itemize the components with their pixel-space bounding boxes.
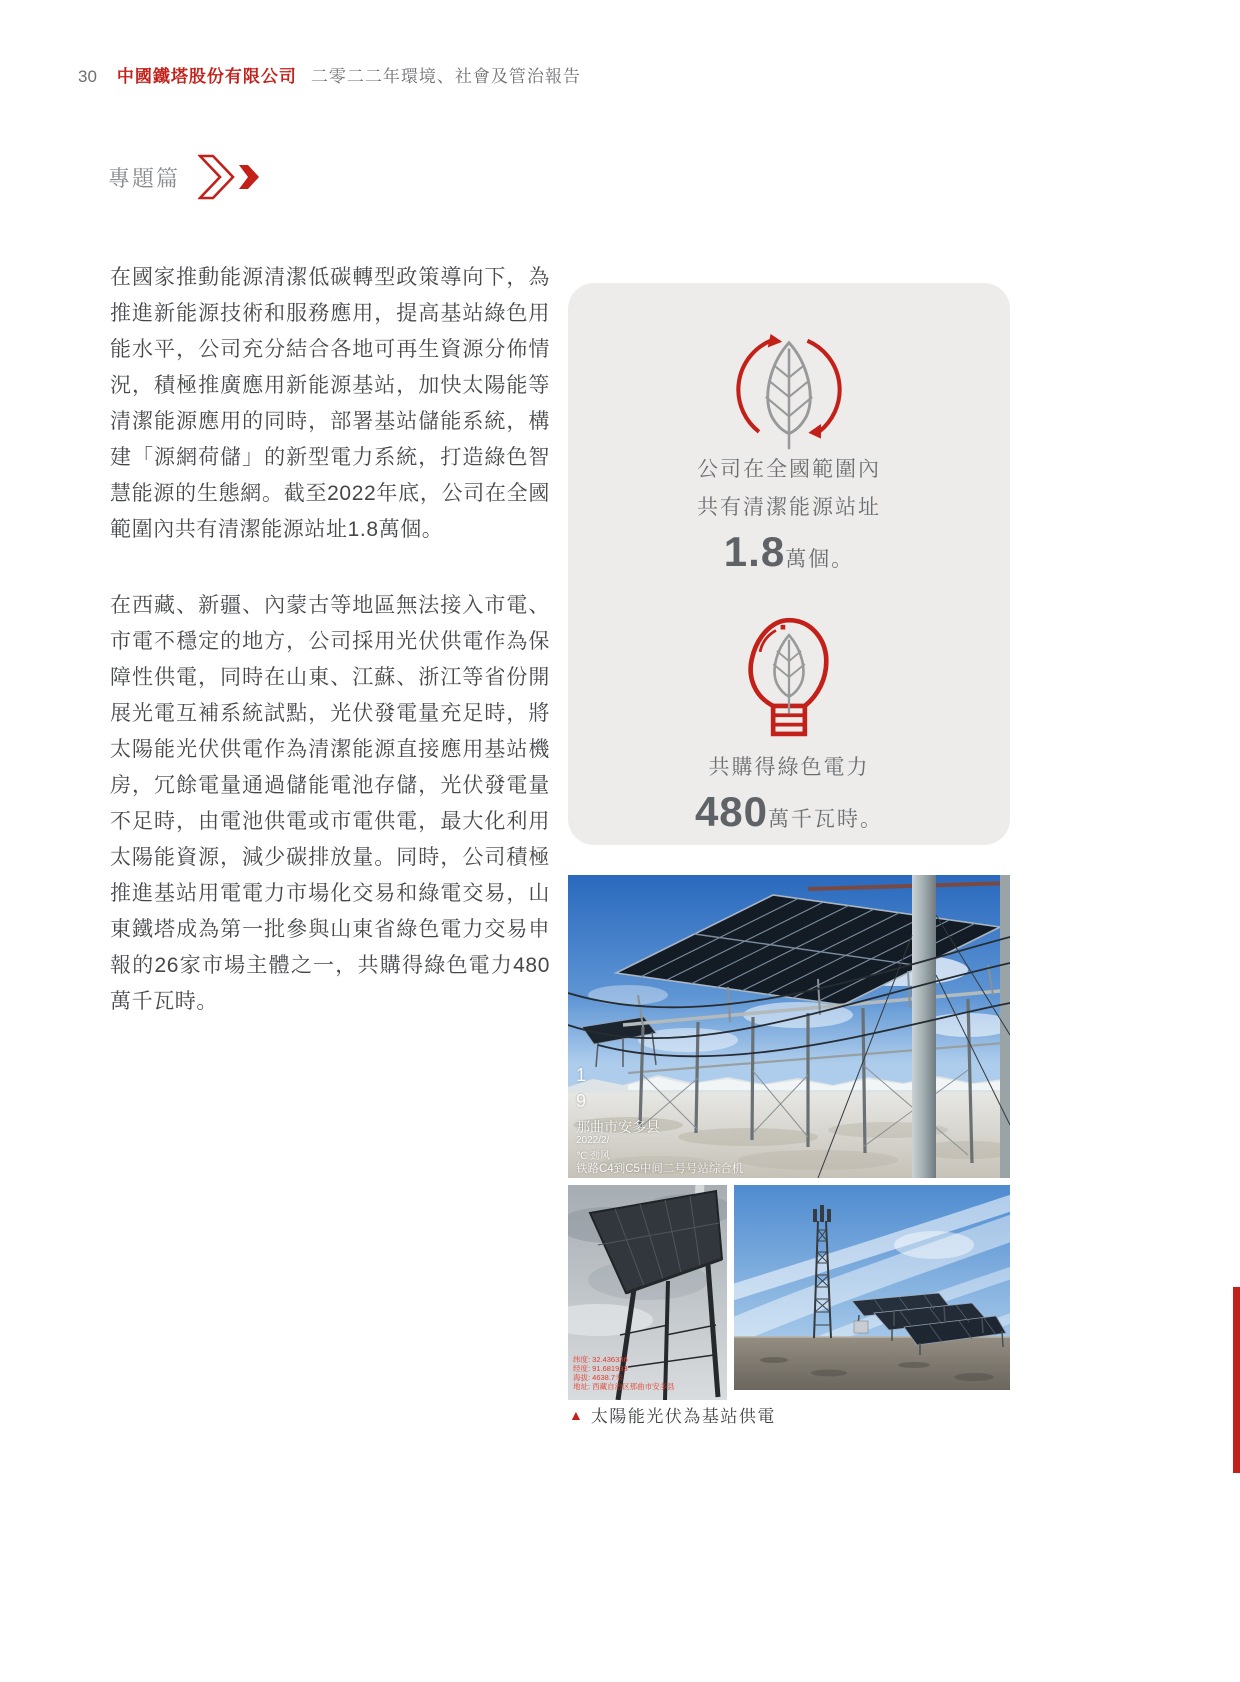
gps-watermark-line: 地址: 西藏自治区那曲市安多县 bbox=[573, 1381, 675, 1391]
stat1-line2: 共有清潔能源站址 bbox=[697, 496, 881, 520]
gps-watermark-line: 纬度: 32.436336 bbox=[573, 1354, 628, 1364]
main-photo-watermark-line: 那曲市安多县 bbox=[576, 1119, 660, 1135]
stat1-value-row bbox=[724, 527, 854, 585]
main-photo-watermark-line: 2022/2/ bbox=[576, 1135, 610, 1146]
section-tag bbox=[108, 154, 264, 200]
page-edge-accent-bar bbox=[1233, 1287, 1240, 1473]
stats-card bbox=[568, 283, 1010, 845]
leaf-bulb-icon bbox=[726, 609, 852, 749]
page-header bbox=[78, 62, 581, 87]
small-photo-tower-and-array bbox=[734, 1185, 1010, 1390]
main-photo-watermark-line: 9 bbox=[576, 1091, 587, 1111]
small-right-photo-image bbox=[734, 1185, 1010, 1390]
main-photo-watermark-line: 1 bbox=[576, 1065, 587, 1085]
caption-triangle-icon: ▲ bbox=[569, 1406, 583, 1423]
body-text-column bbox=[110, 260, 550, 1060]
photo-caption bbox=[569, 1402, 776, 1427]
stat1-unit: 萬個。 bbox=[785, 548, 855, 572]
gps-watermark-line: 经度: 91.681933 bbox=[573, 1363, 628, 1373]
stat2-value: 480 bbox=[694, 788, 769, 835]
stat2-line1: 共購得綠色電力 bbox=[708, 756, 870, 779]
gps-watermark-line: 海拔: 4638.7米 bbox=[573, 1372, 623, 1382]
body-paragraph-1: 在國家推動能源清潔低碳轉型政策導向下，為推進新能源技術和服務應用，提高基站綠色用能水平，公司充分結合各地可再生資源分佈情況，積極推廣應用新能源基站，加快太陽能等清潔能源應用的同時，部署基站儲能系統，構建「源網荷儲」的新型電力系統，打造綠色智慧能源的生態網。截至2022年底，公司在全國範圍內共有清潔能源站址1.8萬個。 bbox=[110, 266, 550, 541]
stat2-unit: 萬千瓦時。 bbox=[768, 808, 884, 831]
stat1-line1: 公司在全國範圍內 bbox=[697, 458, 881, 482]
chevron-solid-icon bbox=[239, 165, 259, 189]
caption-text: 太陽能光伏為基站供電 bbox=[590, 1407, 776, 1426]
section-label: 專題篇 bbox=[108, 165, 181, 191]
main-photo-watermark-line: ℃ 劲风 bbox=[576, 1151, 611, 1162]
main-photo-watermark-line: 铁路C4到C5中间二号号站综合机 bbox=[576, 1163, 744, 1175]
page-number: 30 bbox=[78, 67, 97, 86]
main-photo-solar-base-station bbox=[568, 875, 1010, 1178]
leaf-recycle-icon bbox=[724, 333, 854, 451]
chevron-outline-icon bbox=[200, 156, 233, 198]
section-chevrons bbox=[198, 154, 264, 200]
body-paragraph-2: 在西藏、新疆、內蒙古等地區無法接入市電、市電不穩定的地方，公司採用光伏供電作為保障性供電，同時在山東、江蘇、浙江等省份開展光電互補系統試點，光伏發電量充足時，將太陽能光伏供電作為清潔能源直接應用基站機房，冗餘電量通過儲能電池存儲，光伏發電量不足時，由電池供電或市電供電，最大化利用太陽能資源，減少碳排放量。同時，公司積極推進基站用電電力市場化交易和綠電交易，山東鐵塔成為第一批參與山東省綠色電力交易申報的26家市場主體之一，共購得綠色電力480萬千瓦時。 bbox=[110, 594, 550, 1013]
company-name: 中國鐵塔股份有限公司 bbox=[116, 67, 297, 86]
stat1-value: 1.8 bbox=[723, 528, 786, 576]
report-title: 二零二二年環境、社會及管治報告 bbox=[310, 67, 581, 86]
stat2-value-row bbox=[695, 787, 883, 845]
small-photo-panel-underside bbox=[568, 1185, 727, 1400]
